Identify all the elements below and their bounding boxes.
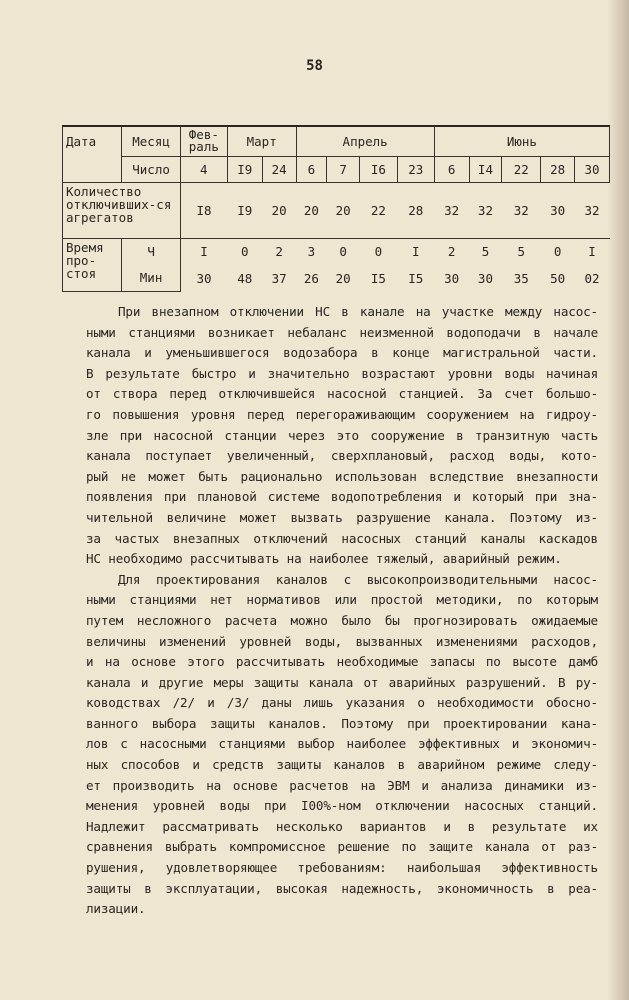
minutes-cell: 30 [196, 270, 212, 286]
page-edge-shadow [607, 0, 629, 1000]
hours-cell: 5 [517, 244, 526, 260]
text-line: го повышения уровня перед перегораживающим сооружением на гидроу- [86, 406, 598, 422]
day-cell: 30 [575, 156, 610, 182]
body-text [86, 302, 598, 920]
units-cell: 20 [296, 182, 327, 238]
minutes-cell: 02 [584, 270, 600, 286]
text-line: появления при плановой системе водопотребления и который при зна- [86, 489, 598, 505]
row-label-downtime: Время про-стоя [63, 238, 122, 291]
minutes-cell: 30 [477, 270, 493, 286]
header-day: Число [122, 156, 180, 182]
text-line: зле при насосной станции через это сооружение в транзитную часть [86, 427, 598, 443]
day-cell: 23 [397, 156, 434, 182]
outage-table [62, 125, 610, 292]
units-cell: I9 [227, 182, 262, 238]
hours-label: Ч [122, 238, 180, 265]
hours-cell: 5 [481, 244, 490, 260]
text-line: за частых внезапных отключений насосных станций каналы каскадов [86, 530, 598, 546]
day-cell: 24 [262, 156, 296, 182]
text-line: величины изменений уровней воды, вызванных изменениями расходов, [86, 633, 598, 649]
text-line: сравнения выбрать компромиссное решение по защите канала от раз- [86, 839, 598, 855]
day-cell: 22 [502, 156, 541, 182]
hours-cell: 2 [275, 244, 283, 260]
minutes-cell: I5 [408, 270, 424, 286]
header-month: Месяц [122, 126, 180, 156]
page-number: 58 [306, 58, 323, 74]
day-cell: I4 [469, 156, 502, 182]
month-february: Фев- раль [180, 126, 227, 156]
text-line: ванного выбора защиты каналов. Поэтому при проектировании кана- [86, 715, 598, 731]
text-line: канала и уменьшившегося водозабора в конце магистральной части. [86, 345, 598, 361]
units-cell: 20 [262, 182, 296, 238]
hours-cell: 0 [553, 244, 562, 260]
day-cell: I9 [227, 156, 262, 182]
units-cell: 32 [469, 182, 502, 238]
units-cell: 32 [434, 182, 469, 238]
units-cell: 20 [327, 182, 360, 238]
text-line: ными станциями нет нормативов или простой методики, по которым [86, 592, 598, 608]
text-line: НС необходимо рассчитывать на наиболее тяжелый, аварийный режим. [86, 551, 562, 567]
text-line: Надлежит рассматривать несколько вариантов и в результате их [86, 818, 598, 834]
day-cell: 28 [541, 156, 575, 182]
text-line: от створа перед отключившейся насосной станцией. За счет большо- [86, 386, 598, 402]
header-date: Дата [63, 126, 122, 156]
units-cell: 22 [359, 182, 397, 238]
minutes-cell: 30 [444, 270, 460, 286]
day-cell: 7 [327, 156, 360, 182]
text-line: ководствах /2/ и /3/ даны лишь указания о необходимости обосно- [86, 695, 598, 711]
minutes-cell: 20 [335, 270, 351, 286]
day-cell: I6 [359, 156, 397, 182]
hours-cell: I [200, 244, 208, 260]
text-line: ных способов и средств защиты каналов в аварийном режиме следу- [86, 757, 598, 773]
text-line: канала и другие меры защиты канала от аварийных разрушений. В ру- [86, 674, 598, 690]
hours-cell: I [588, 244, 596, 260]
text-line: ными станциями возникает небаланс неизменной водоподачи в начале [86, 324, 598, 340]
units-cell: 30 [541, 182, 575, 238]
minutes-label: Мин [122, 265, 180, 291]
text-line: лов с насосными станциями выбор наиболее эффективных и экономич- [86, 736, 598, 752]
text-line: канала поступает увеличенный, сверхплановый, расход воды, кото- [86, 448, 598, 464]
text-line: При внезапном отключении НС в канале на участке между насос- [118, 304, 598, 319]
minutes-cell: 48 [237, 270, 253, 286]
units-cell: I8 [180, 182, 227, 238]
hours-cell: I [412, 244, 420, 260]
units-cell: 32 [502, 182, 541, 238]
minutes-cell: 26 [303, 270, 319, 286]
text-line: Для проектирования каналов с высокопроизводительными насос- [118, 571, 598, 587]
hours-cell: 0 [241, 244, 249, 260]
text-line: рый не может быть рационально использован вследствие внезапности [86, 468, 598, 484]
minutes-cell: 50 [550, 270, 566, 286]
units-cell: 28 [397, 182, 434, 238]
minutes-cell: 35 [513, 270, 529, 286]
hours-cell: 2 [447, 244, 456, 260]
row-label-units: Количество отключивших-ся агрегатов [63, 182, 181, 238]
day-cell: 6 [296, 156, 327, 182]
month-june: Июнь [434, 126, 609, 156]
day-cell: 6 [434, 156, 469, 182]
text-line: чительной величине может вызвать разрушение канала. Поэтому из- [86, 509, 598, 525]
header-date-spacer [63, 156, 122, 182]
month-april: Апрель [296, 126, 434, 156]
hours-cell: 3 [307, 244, 316, 260]
minutes-cell: 37 [271, 270, 287, 286]
hours-cell: 0 [339, 244, 347, 260]
text-line: В результате быстро и значительно возрастают уровни воды начиная [86, 365, 598, 381]
text-line: ет производить на основе расчетов на ЭВМ и анализа динамики из- [86, 777, 598, 793]
units-cell: 32 [575, 182, 610, 238]
text-line: лизации. [86, 901, 146, 917]
text-line: путем несложного расчета можно было бы прогнозировать ожидаемые [86, 612, 598, 628]
text-line: рушения, удовлетворяющее требованиям: наибольшая эффективность [86, 860, 598, 876]
hours-cell: 0 [374, 244, 383, 260]
text-line: и на основе этого рассчитывать необходимые запасы по высоте дамб [86, 654, 598, 670]
text-line: менения уровней воды при I00%-ном отключении насосных станций. [86, 798, 598, 814]
month-march: Март [227, 126, 296, 156]
text-line: защиты в эксплуатации, высокая надежность, экономичность в реа- [86, 880, 598, 896]
day-cell: 4 [180, 156, 227, 182]
minutes-cell: I5 [370, 270, 386, 286]
